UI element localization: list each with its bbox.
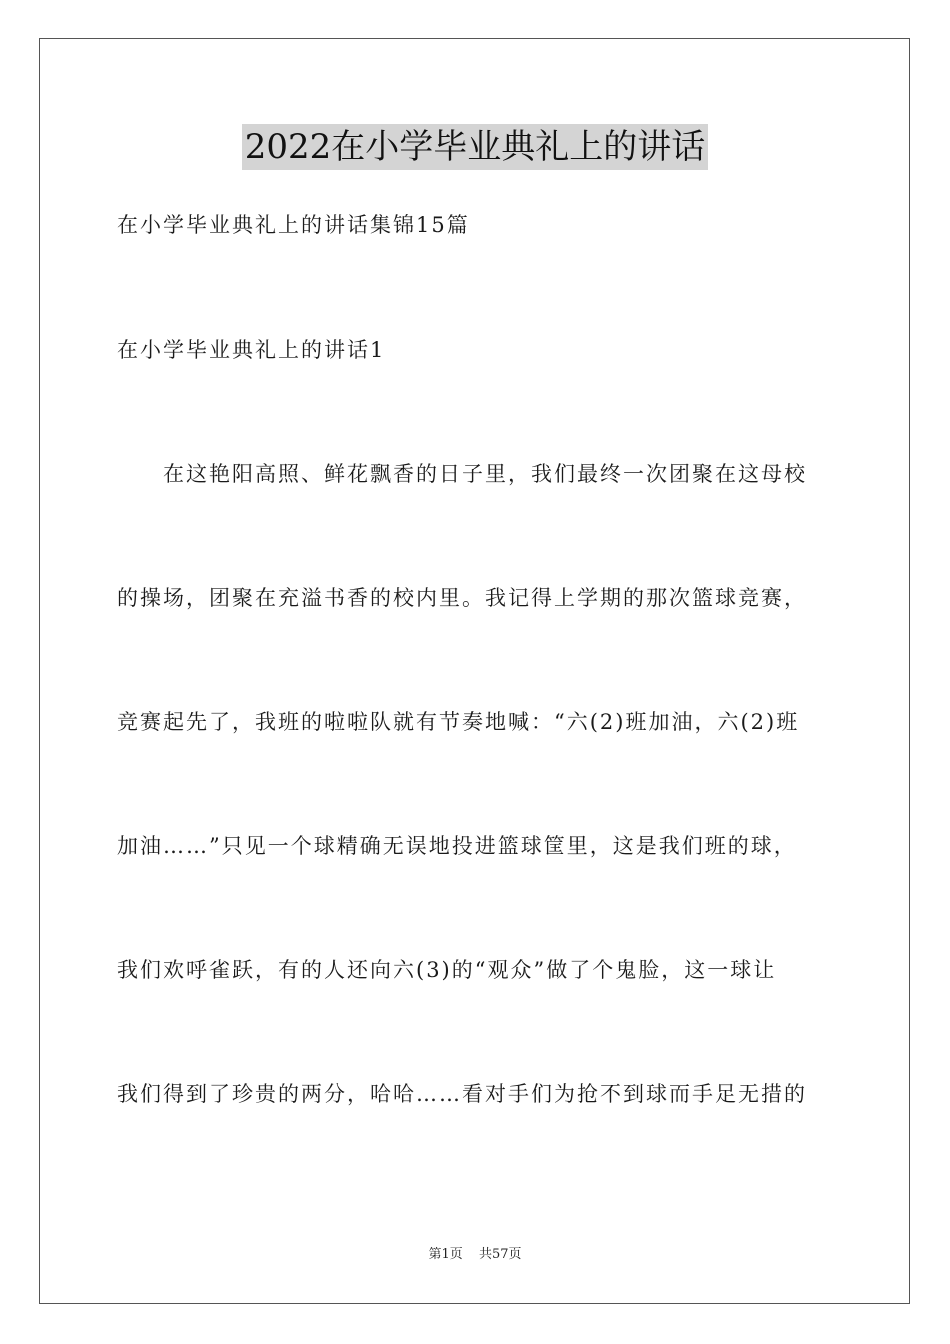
document-title: 2022在小学毕业典礼上的讲话 bbox=[242, 124, 709, 170]
body-line-4: 加油……”只见一个球精确无误地投进篮球筐里，这是我们班的球， bbox=[117, 834, 797, 858]
page-number: 第1页 bbox=[428, 1247, 463, 1262]
body-line-1: 在这艳阳高照、鲜花飘香的日子里，我们最终一次团聚在这母校 bbox=[163, 462, 807, 486]
document-subtitle: 在小学毕业典礼上的讲话集锦15篇 bbox=[117, 213, 470, 237]
section-heading: 在小学毕业典礼上的讲话1 bbox=[117, 338, 386, 362]
body-line-3: 竞赛起先了，我班的啦啦队就有节奏地喊：“六(2)班加油，六(2)班 bbox=[117, 710, 800, 734]
page-footer bbox=[0, 1246, 950, 1264]
body-line-5: 我们欢呼雀跃，有的人还向六(3)的“观众”做了个鬼脸，这一球让 bbox=[117, 958, 777, 982]
body-line-6: 我们得到了珍贵的两分，哈哈……看对手们为抢不到球而手足无措的 bbox=[117, 1082, 807, 1106]
title-container bbox=[0, 124, 950, 170]
page-total: 共57页 bbox=[478, 1247, 522, 1262]
body-line-2: 的操场，团聚在充溢书香的校内里。我记得上学期的那次篮球竞赛， bbox=[117, 586, 807, 610]
